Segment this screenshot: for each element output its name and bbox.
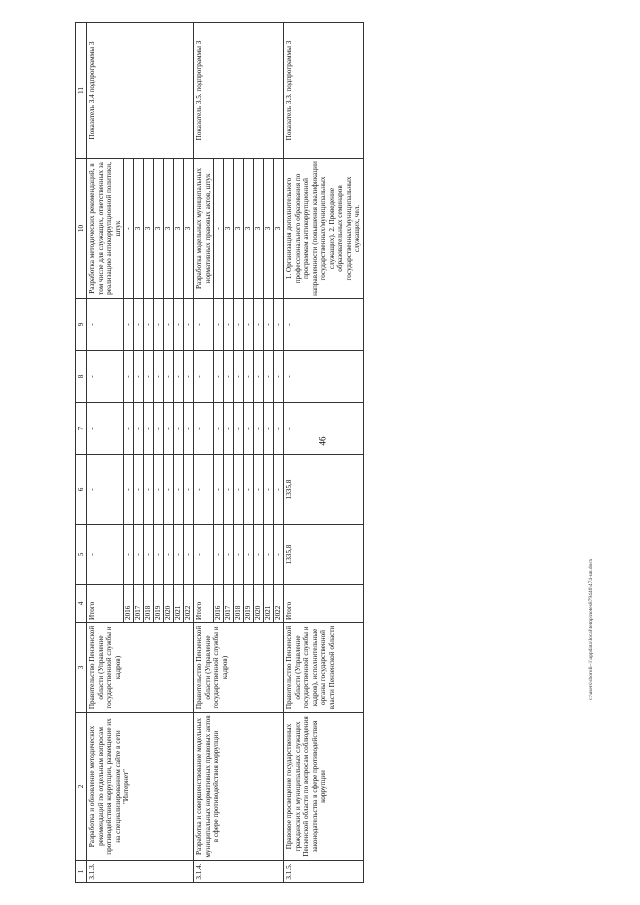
year-value: - (254, 525, 264, 585)
measure-name: Правовое просвещение государственных гражданских и муниципальных служащих Пензенской области по вопросам соблюдения законодательства в сфере противодействия коррупции (284, 713, 363, 861)
year-value: - (134, 455, 144, 525)
year-value: - (234, 299, 244, 351)
total-value: - (194, 299, 214, 351)
year-value: - (224, 403, 234, 455)
indicator-value: 3 (274, 159, 284, 299)
year-value: - (154, 455, 164, 525)
year-value: - (214, 525, 224, 585)
year-value: - (134, 525, 144, 585)
year: 2017 (224, 585, 234, 623)
executor: Правительство Пензенской области (Управление государственной службы и кадров), исполнительные органы государственной власти Пензенской области (284, 623, 363, 713)
year: 2018 (234, 585, 244, 623)
measure-name: Разработка и обновление методических рекомендаций по отдельным вопросам противодействия коррупции, размещение их на специализированном сайте в сети "Интернет" (87, 713, 194, 861)
total-label: Итого (87, 585, 124, 623)
year-value: - (174, 351, 184, 403)
year-value: - (254, 455, 264, 525)
total-value: - (284, 403, 363, 455)
col-num: 3 (76, 623, 87, 713)
indicator-value: 3 (184, 159, 194, 299)
year-value: - (224, 351, 234, 403)
year-value: - (274, 403, 284, 455)
year: 2021 (174, 585, 184, 623)
indicator-value: 3 (264, 159, 274, 299)
table-row (194, 23, 214, 883)
indicator-link: Показатель 3.4 подпрограммы 3 (87, 23, 194, 159)
year-value: - (234, 403, 244, 455)
year-value: - (164, 525, 174, 585)
indicator-value: 3 (254, 159, 264, 299)
year-value: - (264, 403, 274, 455)
year-value: - (214, 299, 224, 351)
total-value: - (87, 351, 124, 403)
year: 2021 (264, 585, 274, 623)
year-value: - (174, 403, 184, 455)
year-value: - (264, 299, 274, 351)
year-value: - (224, 455, 234, 525)
footer-file-path: c:\users\sboroli~1\appdata\local\temp\notes879446\474-un.docx (588, 558, 594, 700)
total-value: - (194, 455, 214, 525)
year-value: - (154, 299, 164, 351)
year: 2016 (124, 585, 134, 623)
total-value: - (194, 403, 214, 455)
total-value: - (284, 351, 363, 403)
year: 2019 (244, 585, 254, 623)
total-value: - (87, 525, 124, 585)
year-value: - (224, 525, 234, 585)
year-value: - (124, 351, 134, 403)
table-row (284, 23, 363, 883)
year-value: - (184, 403, 194, 455)
year-value: - (264, 351, 274, 403)
year-value: - (154, 403, 164, 455)
indicator-name: Разработка методических рекомендаций, в том числе для служащих, ответственных за реализацию антикоррупционной политики, штук (87, 159, 124, 299)
table-row (87, 23, 124, 883)
executor: Правительство Пензенской области (Управление государственной службы и кадров) (194, 623, 284, 713)
page-number: 46 (317, 436, 328, 446)
col-num: 7 (76, 403, 87, 455)
row-number: 3.1.3. (87, 861, 194, 883)
total-value: - (194, 525, 214, 585)
year-value: - (144, 455, 154, 525)
indicator-name: Разработка модельных муниципальных нормативных правовых актов, штук (194, 159, 214, 299)
total-value: - (87, 299, 124, 351)
year-value: - (234, 455, 244, 525)
year-value: - (254, 351, 264, 403)
col-num: 6 (76, 455, 87, 525)
year: 2022 (274, 585, 284, 623)
year-value: - (154, 351, 164, 403)
total-label: Итого (284, 585, 363, 623)
col-num: 1 (76, 861, 87, 883)
row-number: 3.1.4. (194, 861, 284, 883)
year: 2018 (144, 585, 154, 623)
year-value: - (124, 403, 134, 455)
indicator-name: 1. Организация дополнительного профессионального образования по программам антикоррупционной направленности (повышения квалификации государственных/муниципальных служащих). 2. Проведение образовательных семинаров государственных/муниципальных служащих, чел. (284, 159, 363, 299)
year: 2017 (134, 585, 144, 623)
year-value: - (144, 403, 154, 455)
indicator-value: - (124, 159, 134, 299)
indicator-value: 3 (144, 159, 154, 299)
year-value: - (274, 455, 284, 525)
total-value: - (194, 351, 214, 403)
year-value: - (124, 299, 134, 351)
year-value: - (264, 525, 274, 585)
indicator-value: 3 (154, 159, 164, 299)
year-value: - (274, 351, 284, 403)
row-number: 3.1.5. (284, 861, 363, 883)
measure-name: Разработка и совершенствование модельных муниципальных нормативных правовых актов в сфере противодействия коррупции (194, 713, 284, 861)
year-value: - (164, 403, 174, 455)
col-num: 5 (76, 525, 87, 585)
year-value: - (274, 525, 284, 585)
year-value: - (184, 455, 194, 525)
total-value: - (87, 455, 124, 525)
year-value: - (244, 351, 254, 403)
year-value: - (234, 525, 244, 585)
year-value: - (214, 455, 224, 525)
year-value: - (254, 299, 264, 351)
total-value: - (284, 299, 363, 351)
year-value: - (134, 403, 144, 455)
program-table-sheet (75, 23, 631, 883)
year-value: - (214, 351, 224, 403)
executor: Правительство Пензенской области (Управление государственной службы и кадров) (87, 623, 194, 713)
year-value: - (154, 525, 164, 585)
indicator-value: 3 (234, 159, 244, 299)
year-value: - (144, 351, 154, 403)
year-value: - (214, 403, 224, 455)
year: 2016 (214, 585, 224, 623)
year-value: - (124, 455, 134, 525)
col-num: 9 (76, 299, 87, 351)
year-value: - (244, 525, 254, 585)
year-value: - (134, 299, 144, 351)
year-value: - (174, 525, 184, 585)
year-value: - (164, 455, 174, 525)
indicator-link: Показатель 3.5. подпрограммы 3 (194, 23, 284, 159)
year-value: - (164, 299, 174, 351)
col-num: 2 (76, 713, 87, 861)
col-num: 8 (76, 351, 87, 403)
indicator-value: 3 (174, 159, 184, 299)
year-value: - (254, 403, 264, 455)
year-value: - (164, 351, 174, 403)
total-value: - (87, 403, 124, 455)
col-num: 11 (76, 23, 87, 159)
year-value: - (134, 351, 144, 403)
year: 2022 (184, 585, 194, 623)
year-value: - (184, 525, 194, 585)
indicator-value: 3 (164, 159, 174, 299)
year-value: - (244, 403, 254, 455)
year-value: - (184, 351, 194, 403)
year-value: - (144, 525, 154, 585)
indicator-value: 3 (224, 159, 234, 299)
year: 2019 (154, 585, 164, 623)
total-value: 1335,8 (284, 525, 363, 585)
column-number-row (76, 23, 87, 883)
year-value: - (244, 299, 254, 351)
indicator-value: 3 (244, 159, 254, 299)
program-table (75, 22, 364, 883)
col-num: 4 (76, 585, 87, 623)
indicator-value: 3 (134, 159, 144, 299)
year-value: - (224, 299, 234, 351)
year-value: - (144, 299, 154, 351)
indicator-link: Показатель 3.3. подпрограммы 3 (284, 23, 363, 159)
total-value: 1335,8 (284, 455, 363, 525)
year: 2020 (254, 585, 264, 623)
year-value: - (264, 455, 274, 525)
year-value: - (174, 455, 184, 525)
year-value: - (174, 299, 184, 351)
total-label: Итого (194, 585, 214, 623)
year-value: - (234, 351, 244, 403)
year: 2020 (164, 585, 174, 623)
year-value: - (124, 525, 134, 585)
indicator-value: - (214, 159, 224, 299)
col-num: 10 (76, 159, 87, 299)
year-value: - (244, 455, 254, 525)
year-value: - (184, 299, 194, 351)
year-value: - (274, 299, 284, 351)
